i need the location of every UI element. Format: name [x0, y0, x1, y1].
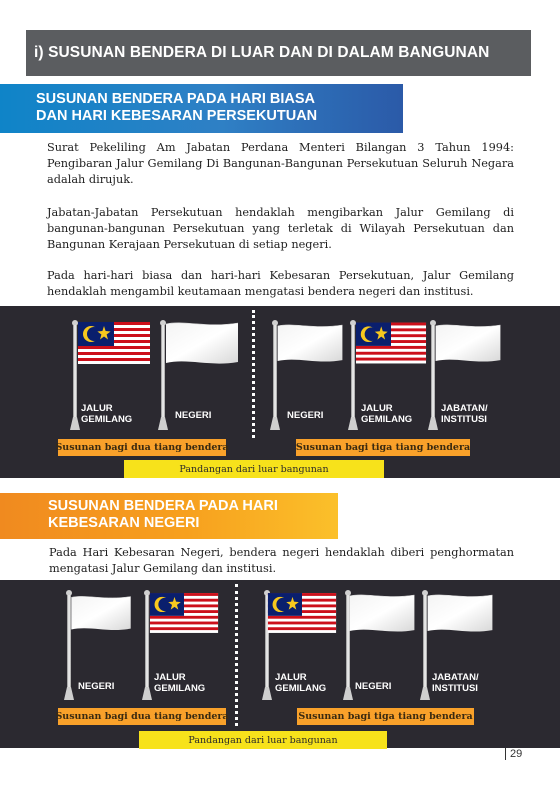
paragraph: Jabatan-Jabatan Persekutuan hendaklah mengibarkan Jalur Gemilang di bangunan-bangunan Persekutuan yang terletak di Wilayah Persekutuan dan Bangunan Kerajaan Persekutuan di setiap negeri. [47, 206, 514, 251]
arrangement-tag-two-poles: Susunan bagi dua tiang bendera [58, 708, 226, 725]
malaysia-flag-icon [146, 590, 222, 636]
flag-label: JALUR GEMILANG [154, 672, 206, 694]
section-heading-line: KEBESARAN NEGERI [48, 515, 200, 531]
flag-label: JABATAN/ INSTITUSI [432, 672, 479, 694]
flag-label: NEGERI [175, 410, 212, 421]
malaysia-flag-icon [264, 590, 340, 636]
paragraph: Pada hari-hari biasa dan hari-hari Kebesaran Persekutuan, Jalur Gemilang hendaklah mengambil keutamaan mengatasi bendera negeri dan institusi. [47, 269, 514, 298]
section-heading-hari-biasa [0, 84, 403, 133]
flag-label: JABATAN/ INSTITUSI [441, 403, 488, 425]
page-header [26, 30, 531, 76]
flag-label: JALUR GEMILANG [81, 403, 133, 425]
flag-label: JALUR GEMILANG [361, 403, 413, 425]
arrangement-tag-three-poles: Susunan bagi tiga tiang bendera [297, 708, 474, 725]
arrangement-tag-two-poles: Susunan bagi dua tiang bendera [58, 439, 226, 456]
page-number: 29 [505, 748, 522, 760]
section-heading-kebesaran-negeri [0, 493, 338, 539]
flag-label: NEGERI [78, 681, 115, 692]
flag-arrangement-diagram-1 [0, 306, 560, 478]
state-flag-icon [162, 320, 242, 366]
view-label: Pandangan dari luar bangunan [139, 731, 387, 749]
page-title: i) SUSUNAN BENDERA DI LUAR DAN DI DALAM BANGUNAN [34, 44, 490, 61]
section-heading-line: DAN HARI KEBESARAN PERSEKUTUAN [36, 108, 318, 124]
arrangement-tag-three-poles: Susunan bagi tiga tiang bendera [296, 439, 470, 456]
state-flag-icon [274, 320, 346, 366]
paragraph: Pada Hari Kebesaran Negeri, bendera negeri hendaklah diberi penghormatan mengatasi Jalur Gemilang dan institusi. [49, 546, 514, 575]
institution-flag-icon [432, 320, 504, 366]
flag-arrangement-diagram-2 [0, 580, 560, 748]
state-flag-icon [68, 590, 134, 636]
flag-label: JALUR GEMILANG [275, 672, 327, 694]
malaysia-flag-icon [74, 320, 154, 366]
malaysia-flag-icon [352, 320, 430, 366]
view-label: Pandangan dari luar bangunan [124, 460, 384, 478]
paragraph: Surat Pekeliling Am Jabatan Perdana Menteri Bilangan 3 Tahun 1994: Pengibaran Jalur Gemilang Di Bangunan-Bangunan Persekutuan Seluruh Negara adalah dirujuk. [47, 141, 514, 186]
flag-label: NEGERI [287, 410, 324, 421]
divider [235, 584, 238, 726]
state-flag-icon [346, 590, 418, 636]
section-heading-line: SUSUNAN BENDERA PADA HARI [48, 498, 278, 514]
institution-flag-icon [424, 590, 496, 636]
section-heading-line: SUSUNAN BENDERA PADA HARI BIASA [36, 91, 316, 107]
divider [252, 310, 255, 438]
flag-label: NEGERI [355, 681, 392, 692]
